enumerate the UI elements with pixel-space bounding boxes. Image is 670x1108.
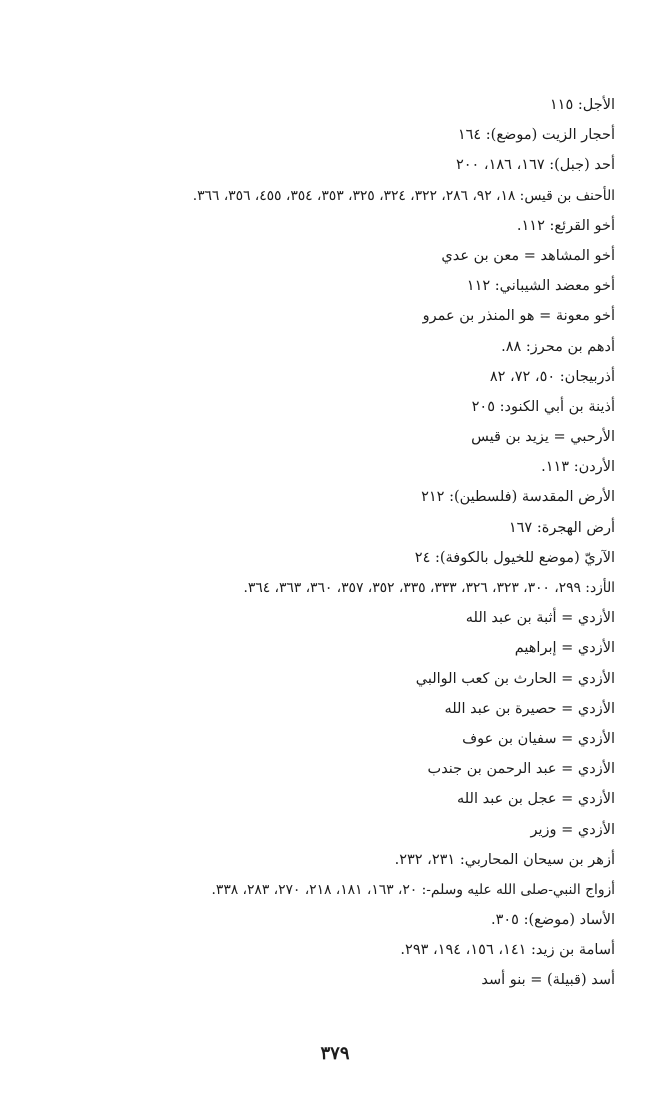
index-entry: أحجار الزيت (موضع): ١٦٤: [457, 127, 615, 144]
index-entry: أسد (قبيلة) = بنو أسد: [481, 972, 615, 989]
index-entry: الأزدي = حصيرة بن عبد الله: [444, 700, 615, 717]
page-number: ٣٧٩: [320, 1043, 350, 1064]
index-entry: الأزدي = عجل بن عبد الله: [456, 791, 615, 808]
index-entry: الأزدي = أثبة بن عبد الله: [465, 610, 615, 627]
index-entry: الأزدي = عبد الرحمن بن جندب: [427, 761, 615, 778]
index-entry: الأزدي = إبراهيم: [514, 640, 615, 657]
index-entry: الأردن: ١١٣.: [541, 459, 615, 476]
index-entry: أذربيجان: ٥٠، ٧٢، ٨٢: [489, 368, 615, 385]
index-entry: أسامة بن زيد: ١٤١، ١٥٦، ١٩٤، ٢٩٣.: [400, 942, 615, 959]
index-entry: الأجل: ١١٥: [549, 97, 615, 113]
index-entry: الأزدي = سفيان بن عوف: [462, 730, 615, 747]
index-entry: الأرض المقدسة (فلسطين): ٢١٢: [421, 489, 615, 506]
index-entry: أزهر بن سيحان المحاربي: ٢٣١، ٢٣٢.: [394, 851, 615, 868]
index-entry: أحد (جبل): ١٦٧، ١٨٦، ٢٠٠: [455, 157, 615, 174]
index-entry: الآريّ (موضع للخيول بالكوفة): ٢٤: [414, 549, 615, 566]
index-entry-list: [75, 90, 615, 996]
index-entry: أخو المشاهد = معن بن عدي: [441, 247, 615, 264]
index-entry: أخو القرئع: ١١٢.: [516, 217, 615, 234]
index-entry: الأساد (موضع): ٣٠٥.: [490, 912, 615, 929]
index-entry: الأحنف بن قيس: ١٨، ٩٢، ٢٨٦، ٣٢٢، ٣٢٤، ٣٢٥، ٣٥٣، ٣٥٤، ٤٥٥، ٣٥٦، ٣٦٦.: [192, 187, 615, 204]
index-entry: الأرحبي = يزيد بن قيس: [471, 429, 615, 446]
index-entry: أخو معونة = هو المنذر بن عمرو: [422, 308, 615, 325]
index-entry: الأزدي = الحارث بن كعب الوالبي: [415, 670, 615, 687]
index-entry: أدهم بن محرز: ٨٨.: [501, 338, 615, 355]
index-entry: أذينة بن أبي الكنود: ٢٠٥: [471, 398, 615, 415]
index-entry: أزواج النبي-صلى الله عليه وسلم-: ٢٠، ١٦٣، ١٨١، ٢١٨، ٢٧٠، ٢٨٣، ٣٣٨.: [211, 881, 615, 898]
index-entry: أخو معضد الشيباني: ١١٢: [466, 278, 615, 295]
index-entry: الأزدي = وزير: [530, 821, 615, 838]
index-entry: الأزد: ٢٩٩، ٣٠٠، ٣٢٣، ٣٢٦، ٣٣٣، ٣٣٥، ٣٥٢، ٣٥٧، ٣٦٠، ٣٦٣، ٣٦٤.: [243, 580, 615, 596]
index-entry: أرض الهجرة: ١٦٧: [508, 519, 615, 536]
